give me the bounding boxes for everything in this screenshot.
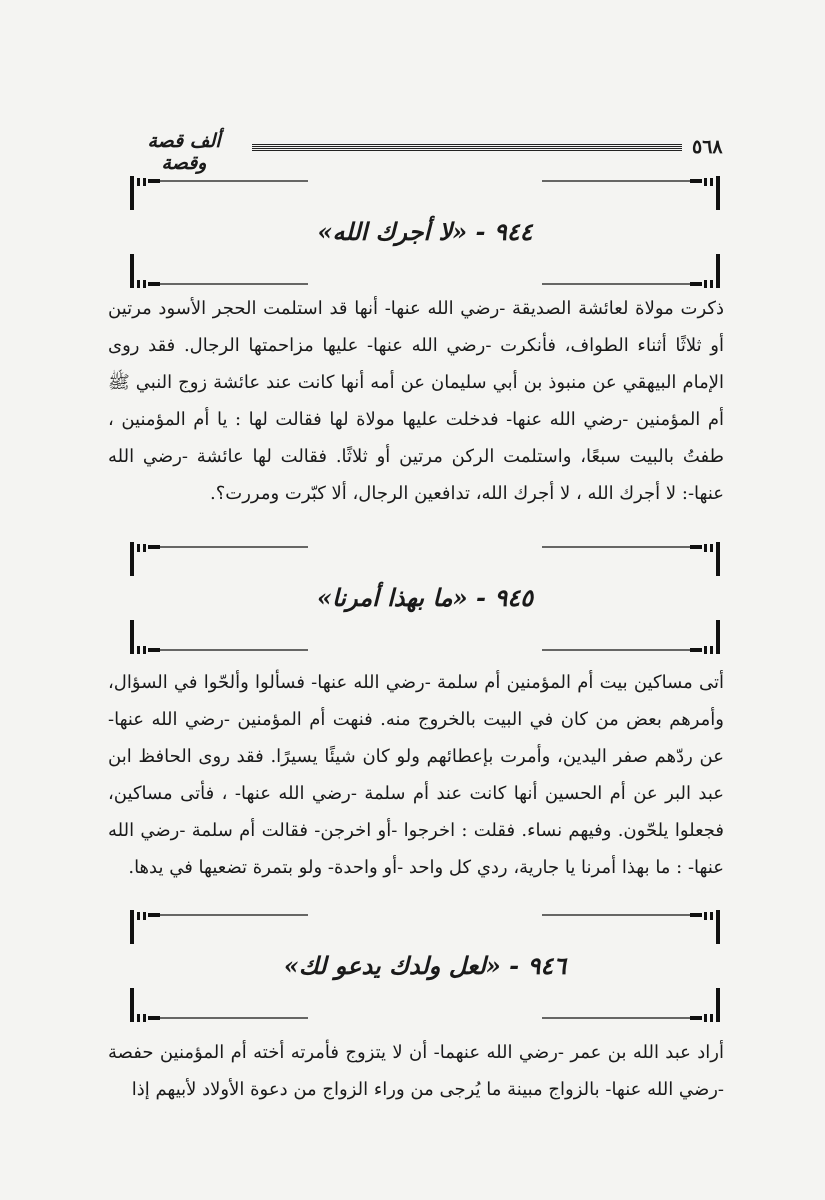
book-title: ألف قصة وقصة xyxy=(147,130,221,174)
section-paragraph: ذكرت مولاة لعائشة الصديقة -رضي الله عنها- أنها قد استلمت الحجر الأسود مرتين أو ثلاثًا أثناء الطواف، فأنكرت -رضي الله عنها- عليها مزاحمتها الرجال. فقد روى الإمام البيهقي عن منبوذ بن أبي سليمان عن أمه أنها كانت عند عائشة زوج النبي ﷺ أم المؤمنين -رضي الله عنها- فدخلت عليها مولاة لها فقالت لها : يا أم المؤمنين ، طفتُ بالبيت سبعًا، واستلمت الركن مرتين أو ثلاثًا. فقالت لها عائشة -رضي الله عنها-: لا أجرك الله ، لا أجرك الله، تدافعين الرجال، ألا كبّرت ومررت؟. xyxy=(108,298,724,504)
section-number: ٩٤٤ xyxy=(493,217,533,246)
title-dash: - xyxy=(500,951,520,980)
section-title xyxy=(128,212,722,252)
section-heading: «لا أجرك الله» xyxy=(317,217,468,246)
header-rule xyxy=(252,144,682,151)
ornament-top-right xyxy=(542,538,722,578)
ornament-top-left xyxy=(128,538,308,578)
section-title xyxy=(128,578,722,618)
section-title xyxy=(128,946,722,986)
section-title-frame xyxy=(128,538,722,658)
section-paragraph: أراد عبد الله بن عمر -رضي الله عنهما- أن لا يتزوج فأمرته أخته أم المؤمنين حفصة -رضي الله عنها- بالزواج مبينة ما يُرجى من وراء الزواج من دعوة الأولاد لأبيهم إذا xyxy=(108,1042,724,1100)
ornament-top-left xyxy=(128,172,308,212)
ornament-bottom-left xyxy=(128,986,308,1026)
title-dash: - xyxy=(467,583,486,612)
section-number: ٩٤٥ xyxy=(494,583,533,612)
section-title-frame xyxy=(128,906,722,1026)
ornament-bottom-left xyxy=(128,252,308,292)
section-heading: «ما بهذا أمرنا» xyxy=(316,583,468,612)
section-paragraph: أتى مساكين بيت أم المؤمنين أم سلمة -رضي الله عنها- فسألوا وألحّوا في السؤال، وأمرهم بعض من كان في البيت بالخروج منه. فنهت أم المؤمنين -رضي الله عنها- عن ردّهم صفر اليدين، وأمرت بإعطائهم ولو كان شيئًا يسيرًا. فقد روى الحافظ ابن عبد البر عن أم الحسين أنها كانت عند أم سلمة -رضي الله عنها- ، فأتى مساكين، فجعلوا يلحّون. وفيهم نساء. فقلت : اخرجوا -أو اخرجن- فقالت أم سلمة -رضي الله عنها- : ما بهذا أمرنا يا جارية، ردي كل واحد -أو واحدة- ولو بتمرة تضعيها في يدها. xyxy=(108,672,724,878)
ornament-bottom-right xyxy=(542,986,722,1026)
ornament-top-left xyxy=(128,906,308,946)
section-title-frame xyxy=(128,172,722,292)
ornament-top-right xyxy=(542,172,722,212)
ornament-bottom-left xyxy=(128,618,308,658)
ornament-top-right xyxy=(542,906,722,946)
title-dash: - xyxy=(467,217,486,246)
section-heading: «لعل ولدك يدعو لك» xyxy=(283,951,501,980)
section-number: ٩٤٦ xyxy=(527,951,567,980)
ornament-bottom-right xyxy=(542,252,722,292)
ornament-bottom-right xyxy=(542,618,722,658)
page-number: ٥٦٨ xyxy=(692,136,723,158)
